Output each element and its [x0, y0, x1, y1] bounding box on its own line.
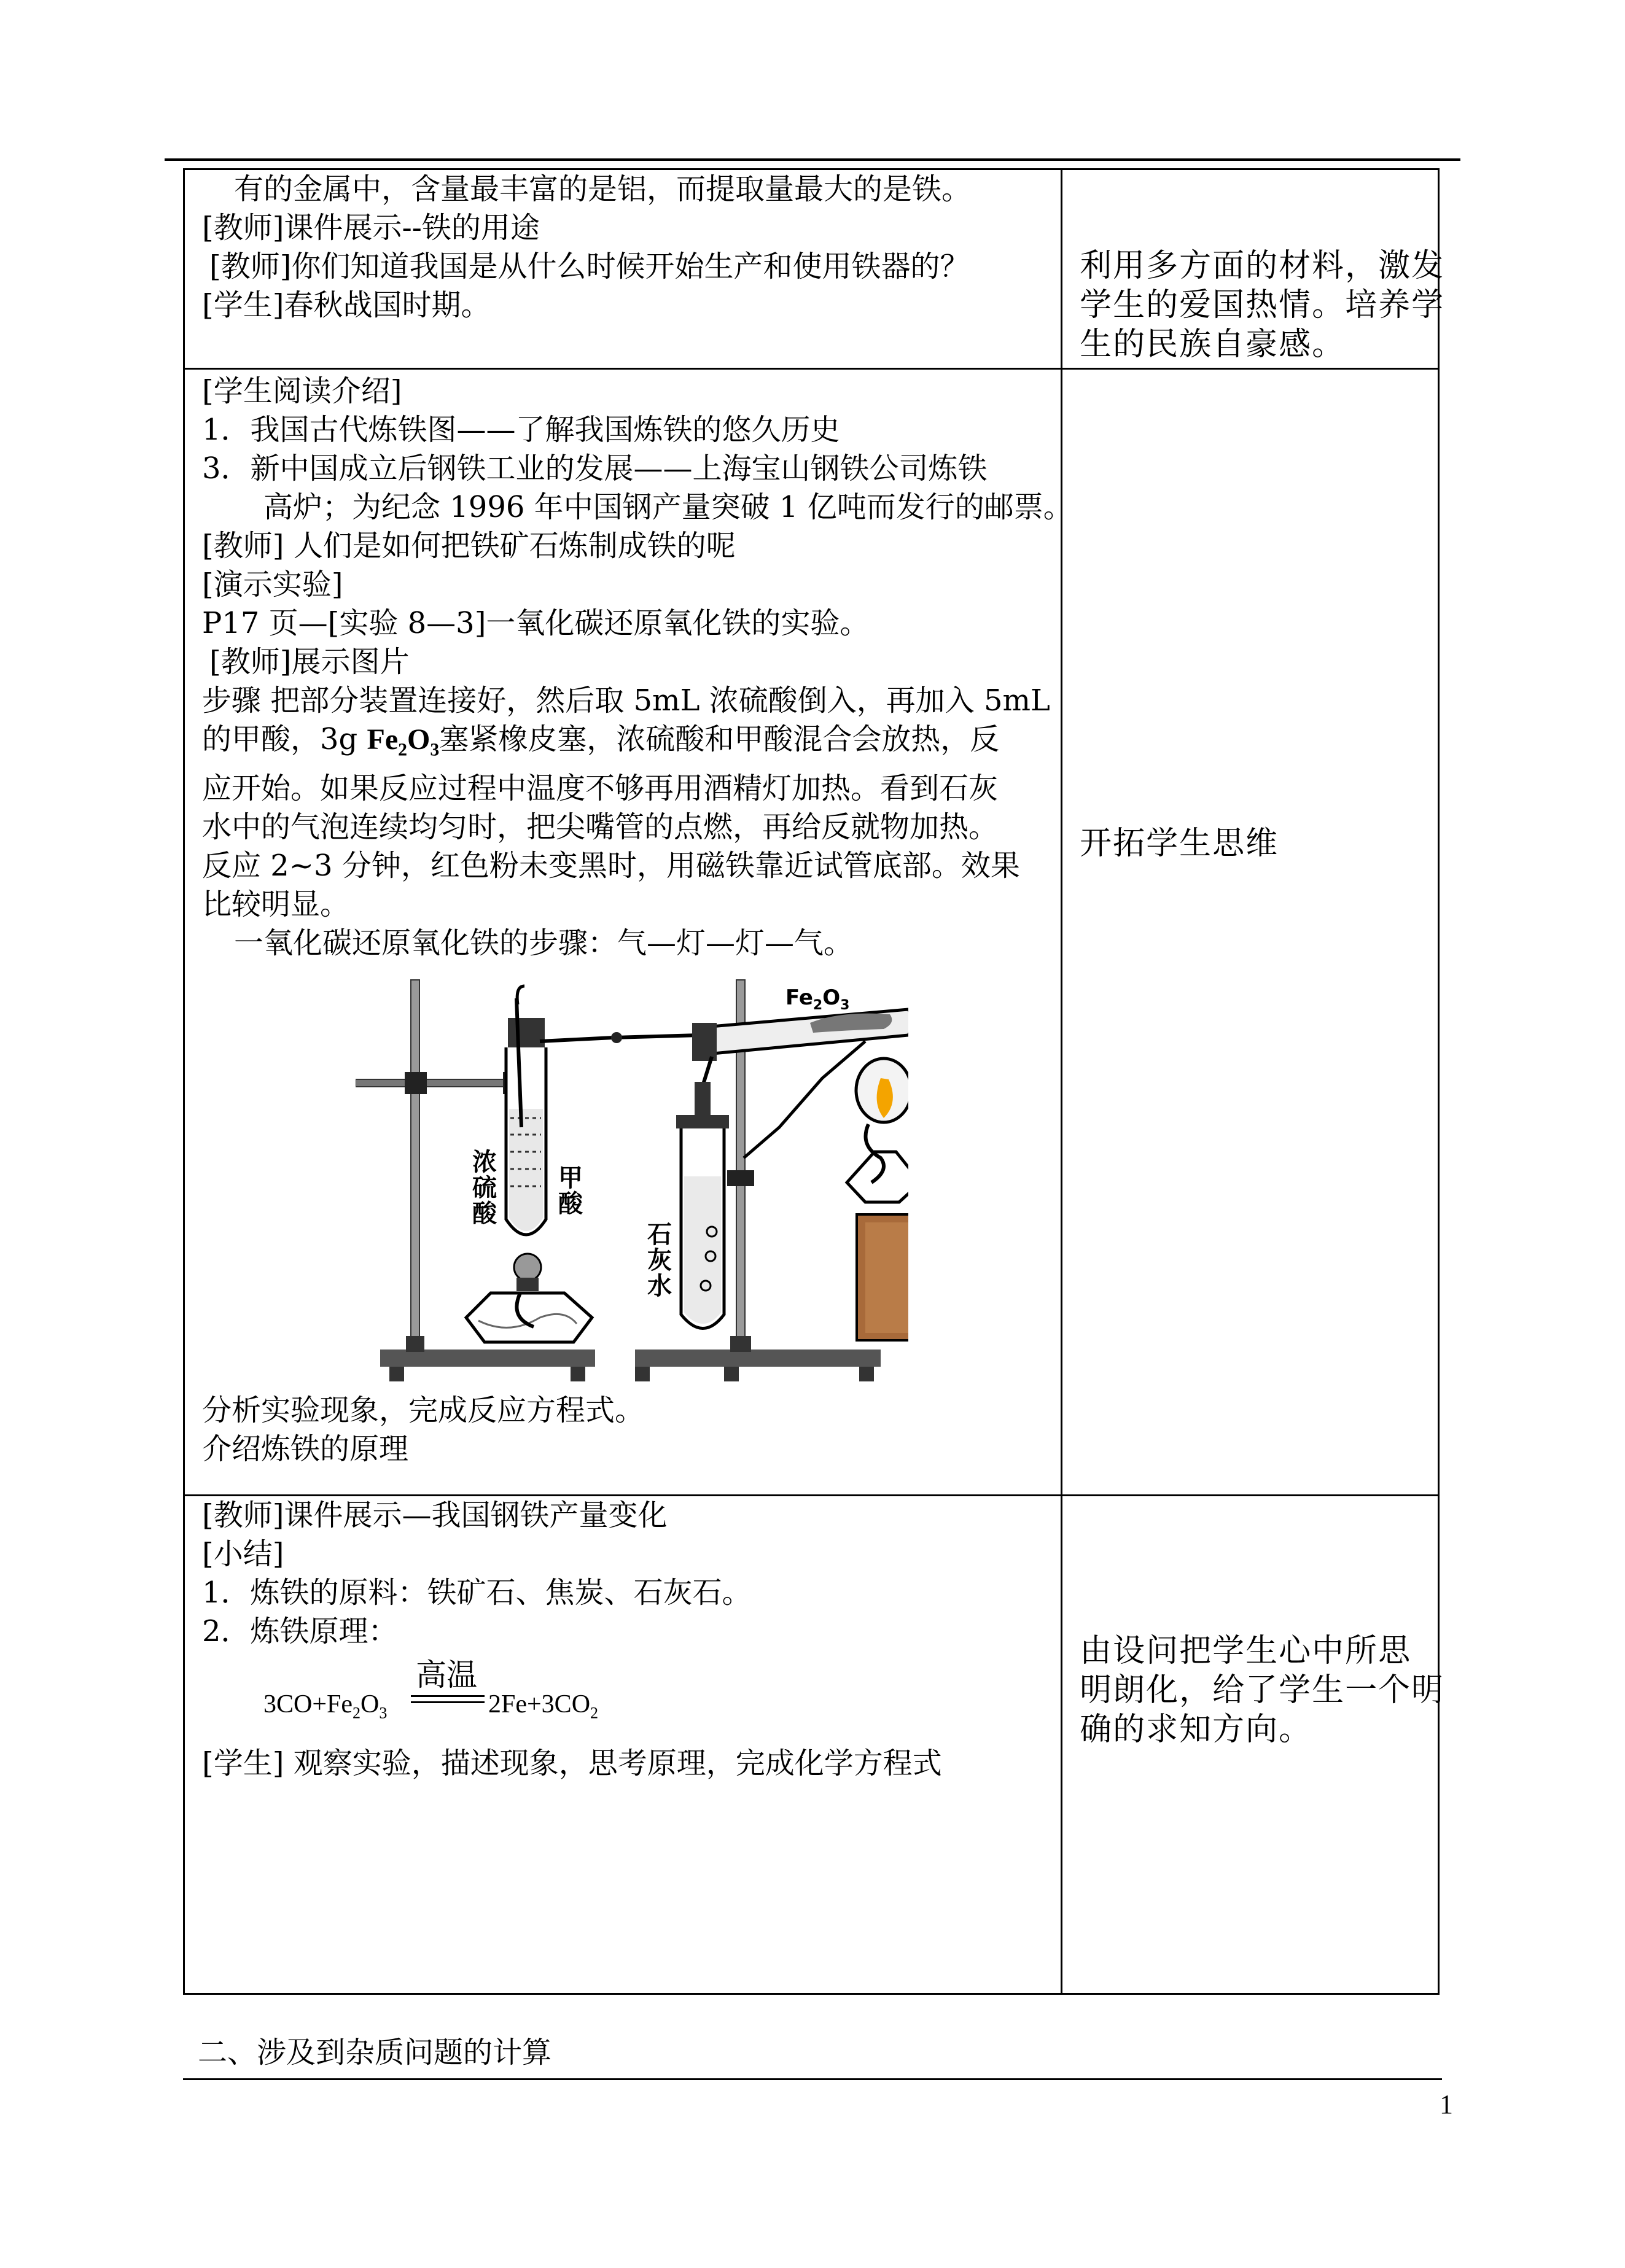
table-row: [184, 169, 1439, 369]
step-line: 反应 2~3 分钟，红色粉未变黑时，用磁铁靠近试管底部。效果: [202, 848, 1020, 883]
equation-reactants: $3CO+Fe_2O_3$: [263, 1690, 388, 1722]
text-line: 介绍炼铁的原理: [202, 1431, 409, 1466]
text-line: [小结]: [202, 1537, 284, 1571]
note-cell: [1062, 1496, 1445, 1994]
text-line: 1．炼铁的原料：铁矿石、焦炭、石灰石。: [202, 1575, 752, 1610]
svg-text:石: 石: [647, 1220, 672, 1249]
text-line: 高炉；为纪念 1996 年中国钢产量突破 1 亿吨而发行的邮票。: [263, 490, 1073, 524]
content-cell: [184, 1496, 1062, 1994]
step-line: 水中的气泡连续均匀时，把尖嘴管的点燃，再给反就物加热。: [202, 809, 999, 844]
equation-products: $2Fe+3CO_2$: [488, 1690, 599, 1722]
note-cell: [1062, 169, 1445, 369]
text-line: [学生]春秋战国时期。: [202, 288, 491, 322]
label-fe2o3: $Fe_2O_3$: [785, 985, 850, 1013]
svg-text:酸: 酸: [558, 1189, 583, 1218]
text-line: [教师]展示图片: [209, 645, 410, 679]
note-line: 明朗化，给了学生一个明: [1080, 1672, 1445, 1709]
note-line: 由设问把学生心中所思: [1080, 1633, 1412, 1669]
text-line: P17 页—[实验 8—3]一氧化碳还原氧化铁的实验。: [202, 606, 870, 640]
stand-base-right: [635, 1350, 881, 1367]
limewater-tube: [676, 1115, 729, 1329]
equation-equals-bar: [411, 1701, 485, 1703]
svg-text:浓: 浓: [472, 1148, 497, 1176]
equation-condition: 高温: [416, 1657, 477, 1693]
text-line: [学生阅读介绍]: [202, 374, 402, 408]
content-cell: [184, 169, 1062, 369]
text-line: [演示实验]: [202, 567, 343, 602]
table-row: [184, 1496, 1439, 1994]
label-formic-acid: [558, 1164, 583, 1218]
label-sulfuric-acid: [472, 1148, 497, 1228]
step-line: 比较明显。: [202, 887, 350, 922]
step-line: 的甲酸，3g $Fe_2O_3$塞紧橡皮塞，浓硫酸和甲酸混合会放热，反: [202, 722, 1000, 760]
note-line: 生的民族自豪感。: [1080, 326, 1346, 363]
step-line: 应开始。如果反应过程中温度不够再用酒精灯加热。看到石灰: [202, 771, 999, 806]
test-tube-left: [506, 986, 546, 1235]
svg-text:硫: 硫: [472, 1173, 497, 1202]
alcohol-lamp-left: [466, 1254, 592, 1342]
content-cell: [184, 369, 1073, 1496]
text-line: 1．我国古代炼铁图——了解我国炼铁的悠久历史: [202, 413, 840, 447]
text-line: 有的金属中，含量最丰富的是铝，而提取量最大的是铁。: [234, 172, 972, 206]
label-limewater: [647, 1221, 672, 1300]
chem-formula: $Fe_2O_3$: [367, 723, 440, 760]
step-line: 一氧化碳还原氧化铁的步骤：气—灯—灯—气。: [234, 925, 854, 960]
text-line: [教师] 人们是如何把铁矿石炼制成铁的呢: [202, 529, 736, 563]
note-line: 确的求知方向。: [1080, 1711, 1312, 1748]
svg-text:水: 水: [647, 1272, 672, 1300]
header-rule: [165, 158, 1460, 161]
text-line: 分析实验现象，完成反应方程式。: [202, 1392, 645, 1427]
alcohol-lamp-right: [847, 1058, 908, 1340]
text-line: [学生] 观察实验，描述现象，思考原理，完成化学方程式: [202, 1746, 942, 1781]
page-number: 1: [1440, 2089, 1453, 2119]
table-row: [184, 369, 1439, 1496]
text-line: [教师]你们知道我国是从什么时候开始生产和使用铁器的？: [209, 249, 970, 284]
stand-rod-left: [411, 980, 419, 1350]
note-cell: [1062, 369, 1439, 1496]
text-line: [教师]课件展示—我国钢铁产量变化: [202, 1498, 668, 1532]
reaction-tube: [692, 1009, 908, 1061]
step-line: 步骤 把部分装置连接好，然后取 5mL 浓硫酸倒入，再加入 5mL: [202, 683, 1050, 718]
note-line: 利用多方面的材料，激发: [1080, 247, 1445, 284]
co-reduction-apparatus-figure: [356, 974, 908, 1385]
svg-text:酸: 酸: [472, 1199, 497, 1228]
note-line: 学生的爱国热情。培养学: [1080, 287, 1445, 324]
section-heading: 二、涉及到杂质问题的计算: [198, 2035, 552, 2070]
text-line: [教师]课件展示--铁的用途: [202, 211, 540, 245]
text-line: 2．炼铁原理：: [202, 1614, 398, 1649]
text-line: 3．新中国成立后钢铁工业的发展——上海宝山钢铁公司炼铁: [202, 451, 988, 486]
note-line: 开拓学生思维: [1080, 825, 1279, 862]
lesson-table: [183, 168, 1445, 1995]
svg-text:灰: 灰: [647, 1246, 672, 1275]
footer-rule: [183, 2078, 1442, 2080]
equation-equals-bar: [411, 1695, 485, 1697]
chemical-equation: [202, 1656, 1050, 1723]
stand-base-left: [380, 1350, 595, 1367]
svg-text:甲: 甲: [558, 1163, 583, 1192]
